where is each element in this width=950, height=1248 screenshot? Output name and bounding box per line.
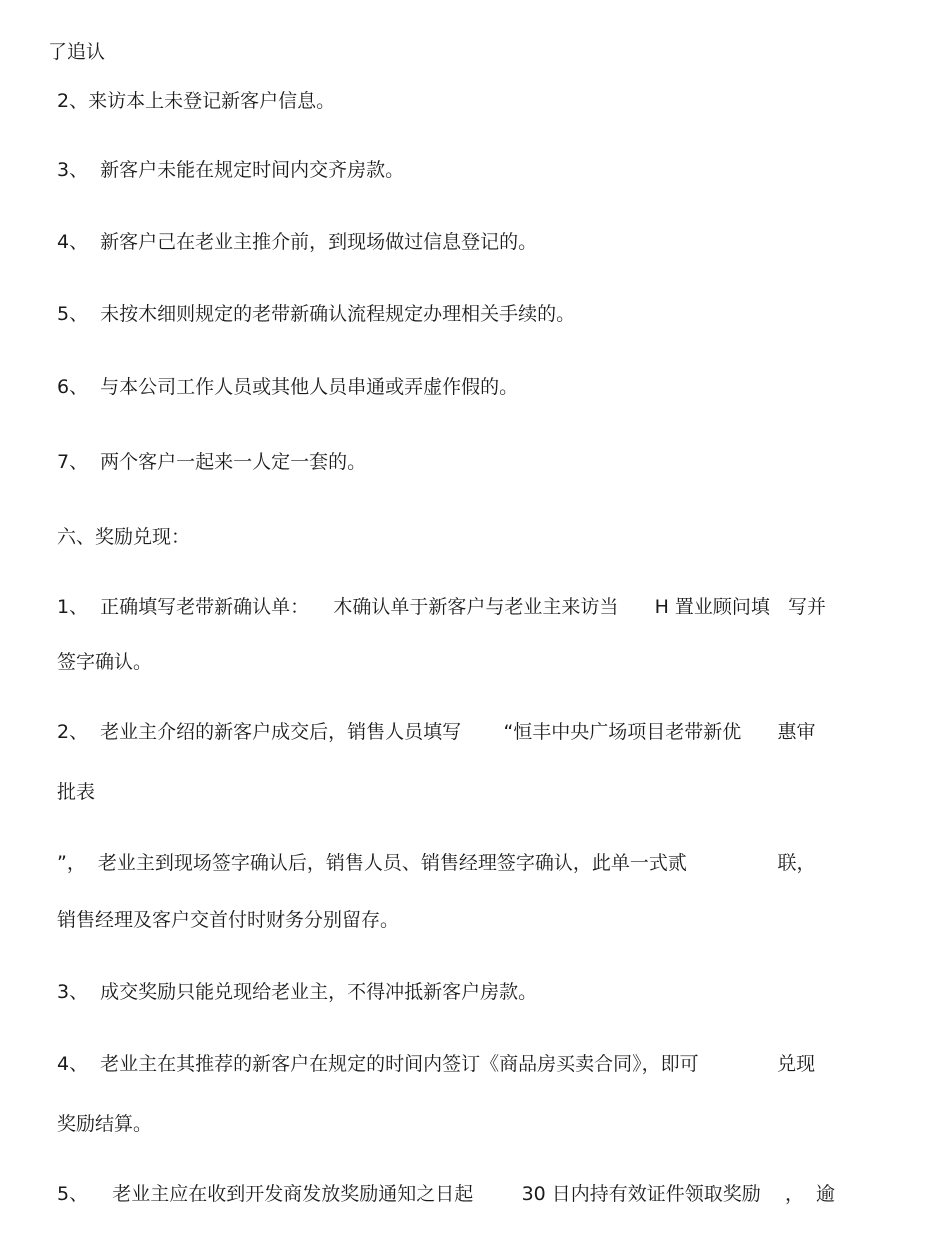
text-line-7: 7、 两个客户一起来一人定一套的。 bbox=[57, 451, 367, 473]
section-heading: 六、奖励兑现： bbox=[57, 526, 191, 548]
text-line-9: 1、 正确填写老带新确认单： 木确认单于新客户与老业主来访当 H 置业顾问填 写并 bbox=[57, 596, 827, 618]
text-line-3: 3、 新客户未能在规定时间内交齐房款。 bbox=[57, 159, 405, 181]
text-line-18: 5、 老业主应在收到开发商发放奖励通知之日起 30 日内持有效证件领取奖励 ， 逾 bbox=[57, 1183, 836, 1205]
text-line-16: 4、 老业主在其推荐的新客户在规定的时间内签订《商品房买卖合同》，即可 兑现 bbox=[57, 1053, 816, 1075]
text-line-1: 了追认 bbox=[48, 41, 106, 63]
text-line-2: 2、来访本上未登记新客户信息。 bbox=[57, 90, 336, 112]
text-line-11: 2、 老业主介绍的新客户成交后，销售人员填写 “恒丰中央广场项目老带新优 惠审 bbox=[57, 721, 816, 743]
text-line-15: 3、 成交奖励只能兑现给老业主，不得冲抵新客户房款。 bbox=[57, 981, 538, 1003]
text-line-12: 批表 bbox=[57, 781, 96, 803]
text-line-6: 6、 与本公司工作人员或其他人员串通或弄虚作假的。 bbox=[57, 376, 519, 398]
text-line-13: ”， 老业主到现场签字确认后，销售人员、销售经理签字确认，此单一式贰 联， bbox=[57, 852, 816, 874]
text-line-4: 4、 新客户己在老业主推介前，到现场做过信息登记的。 bbox=[57, 231, 538, 253]
text-line-5: 5、 未按木细则规定的老带新确认流程规定办理相关手续的。 bbox=[57, 303, 576, 325]
text-line-17: 奖励结算。 bbox=[57, 1113, 153, 1135]
text-line-14: 销售经理及客户交首付时财务分别留存。 bbox=[57, 909, 400, 931]
text-line-10: 签字确认。 bbox=[57, 651, 153, 673]
